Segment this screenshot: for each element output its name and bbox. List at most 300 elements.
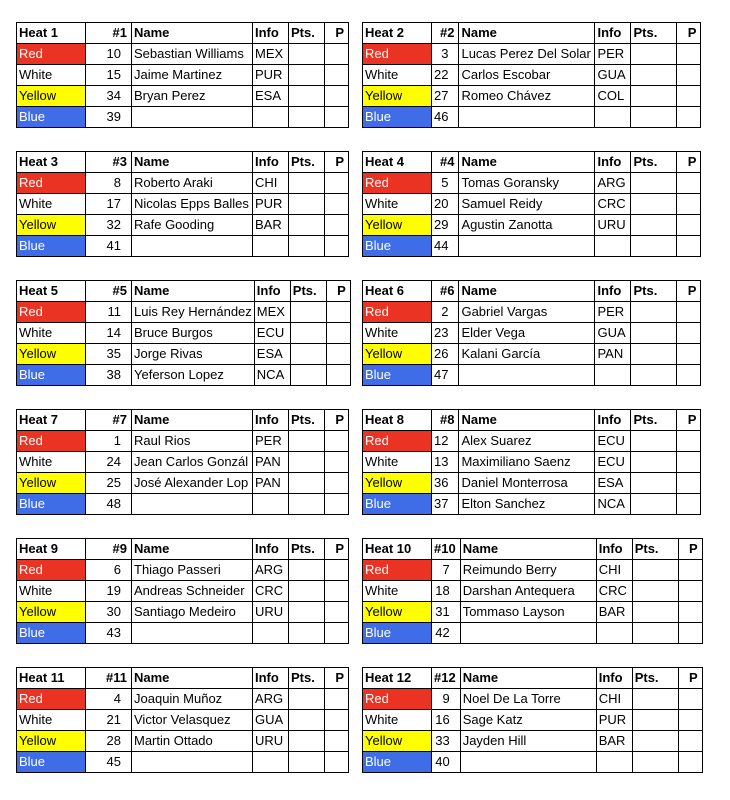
lane-color: Yellow — [17, 602, 86, 623]
athlete-name: Yeferson Lopez — [132, 365, 255, 386]
athlete-name — [132, 107, 253, 128]
points-cell — [290, 344, 326, 365]
pts-header: Pts. — [289, 23, 325, 44]
country-code: BAR — [253, 215, 289, 236]
points-cell — [631, 86, 677, 107]
bib-number: 23 — [432, 323, 459, 344]
heat-row — [363, 344, 701, 365]
bib-number: 40 — [432, 752, 461, 773]
place-cell — [325, 452, 349, 473]
place-cell — [678, 560, 702, 581]
country-code: CHI — [596, 560, 632, 581]
bib-number: 14 — [86, 323, 132, 344]
info-header: Info — [595, 23, 631, 44]
place-cell — [326, 344, 350, 365]
athlete-name: Andreas Schneider — [132, 581, 253, 602]
heat-number: #4 — [432, 152, 459, 173]
lane-color: White — [17, 710, 86, 731]
place-cell — [678, 623, 702, 644]
place-cell — [325, 236, 349, 257]
lane-color: Yellow — [363, 731, 432, 752]
heat-row — [17, 560, 349, 581]
bib-number: 18 — [432, 581, 461, 602]
heat-row — [363, 215, 701, 236]
lane-color: Blue — [17, 107, 86, 128]
athlete-name: Darshan Antequera — [460, 581, 596, 602]
athlete-name: José Alexander Lop — [132, 473, 253, 494]
info-header: Info — [596, 539, 632, 560]
pts-header: Pts. — [632, 668, 678, 689]
points-cell — [632, 752, 678, 773]
bib-number: 36 — [432, 473, 459, 494]
pts-header: Pts. — [631, 152, 677, 173]
points-cell — [289, 173, 325, 194]
lane-color: Yellow — [363, 344, 432, 365]
lane-color: Blue — [17, 623, 86, 644]
heat-number: #1 — [86, 23, 132, 44]
country-code: PAN — [253, 473, 289, 494]
bib-number: 19 — [86, 581, 132, 602]
points-cell — [290, 302, 326, 323]
place-cell — [325, 65, 349, 86]
heat-table — [16, 280, 351, 386]
lane-color: Yellow — [363, 86, 432, 107]
athlete-name: Elder Vega — [459, 323, 595, 344]
points-cell — [289, 236, 325, 257]
heat-number: #2 — [432, 23, 459, 44]
heat-table — [16, 538, 349, 644]
bib-number: 21 — [86, 710, 132, 731]
lane-color: Red — [363, 44, 432, 65]
heat-row — [17, 494, 349, 515]
country-code: ECU — [254, 323, 290, 344]
bib-number: 27 — [432, 86, 459, 107]
athlete-name: Bryan Perez — [132, 86, 253, 107]
country-code: NCA — [595, 494, 631, 515]
athlete-name: Jean Carlos Gonzál — [132, 452, 253, 473]
heat-row — [17, 602, 349, 623]
country-code: ARG — [595, 173, 631, 194]
pts-header: Pts. — [290, 281, 326, 302]
heat-row — [363, 302, 701, 323]
place-cell — [325, 44, 349, 65]
points-cell — [289, 65, 325, 86]
lane-color: Red — [17, 44, 86, 65]
heat-row — [17, 194, 349, 215]
place-cell — [677, 65, 701, 86]
lane-color: Yellow — [363, 215, 432, 236]
bib-number: 2 — [432, 302, 459, 323]
pts-header: Pts. — [289, 152, 325, 173]
bib-number: 4 — [86, 689, 132, 710]
bib-number: 7 — [432, 560, 461, 581]
bib-number: 20 — [432, 194, 459, 215]
heat-title: Heat 2 — [363, 23, 432, 44]
bib-number: 9 — [432, 689, 461, 710]
name-header: Name — [132, 410, 253, 431]
heat-row — [17, 752, 349, 773]
heat-number: #3 — [86, 152, 132, 173]
heat-title: Heat 5 — [17, 281, 86, 302]
place-cell — [677, 452, 701, 473]
heat-row — [17, 710, 349, 731]
heat-table — [362, 22, 701, 128]
athlete-name: Joaquin Muñoz — [132, 689, 253, 710]
heat-row — [363, 689, 703, 710]
points-cell — [289, 431, 325, 452]
country-code — [596, 752, 632, 773]
points-cell — [632, 623, 678, 644]
place-cell — [677, 236, 701, 257]
lane-color: White — [17, 194, 86, 215]
country-code: CRC — [596, 581, 632, 602]
heat-header-row — [17, 281, 351, 302]
lane-color: Red — [17, 689, 86, 710]
place-cell — [677, 86, 701, 107]
pts-header: Pts. — [631, 410, 677, 431]
points-cell — [632, 581, 678, 602]
pts-header: Pts. — [289, 410, 325, 431]
lane-color: White — [17, 452, 86, 473]
heat-row — [17, 344, 351, 365]
info-header: Info — [253, 668, 289, 689]
p-header: P — [325, 668, 349, 689]
points-cell — [632, 602, 678, 623]
info-header: Info — [596, 668, 632, 689]
heat-row — [17, 731, 349, 752]
athlete-name: Maximiliano Saenz — [459, 452, 595, 473]
country-code: PUR — [253, 65, 289, 86]
name-header: Name — [459, 281, 595, 302]
lane-color: White — [363, 452, 432, 473]
place-cell — [325, 689, 349, 710]
country-code — [596, 623, 632, 644]
points-cell — [631, 365, 677, 386]
bib-number: 8 — [86, 173, 132, 194]
lane-color: Blue — [363, 236, 432, 257]
athlete-name — [459, 107, 595, 128]
place-cell — [677, 215, 701, 236]
country-code: PER — [595, 302, 631, 323]
heat-number: #9 — [86, 539, 132, 560]
p-header: P — [678, 668, 702, 689]
heat-number: #8 — [432, 410, 459, 431]
points-cell — [631, 215, 677, 236]
heat-table — [16, 667, 349, 773]
place-cell — [325, 194, 349, 215]
points-cell — [289, 452, 325, 473]
athlete-name: Noel De La Torre — [460, 689, 596, 710]
heat-row — [363, 731, 703, 752]
points-cell — [631, 65, 677, 86]
country-code — [253, 752, 289, 773]
points-cell — [632, 560, 678, 581]
heat-number: #7 — [86, 410, 132, 431]
heat-row — [17, 44, 349, 65]
p-header: P — [677, 152, 701, 173]
heat-row — [17, 689, 349, 710]
heat-row — [363, 173, 701, 194]
place-cell — [325, 173, 349, 194]
place-cell — [677, 194, 701, 215]
bib-number: 22 — [432, 65, 459, 86]
heat-row — [17, 431, 349, 452]
place-cell — [678, 710, 702, 731]
heat-header-row — [17, 410, 349, 431]
country-code: ECU — [595, 431, 631, 452]
athlete-name — [132, 752, 253, 773]
bib-number: 24 — [86, 452, 132, 473]
points-cell — [631, 107, 677, 128]
heat-header-row — [363, 410, 701, 431]
place-cell — [325, 560, 349, 581]
p-header: P — [325, 410, 349, 431]
athlete-name: Jaime Martinez — [132, 65, 253, 86]
name-header: Name — [132, 281, 255, 302]
lane-color: Blue — [17, 752, 86, 773]
country-code: ESA — [595, 473, 631, 494]
lane-color: Red — [363, 302, 432, 323]
heat-row — [363, 452, 701, 473]
athlete-name: Rafe Gooding — [132, 215, 253, 236]
place-cell — [677, 473, 701, 494]
bib-number: 28 — [86, 731, 132, 752]
pts-header: Pts. — [289, 668, 325, 689]
country-code: ESA — [253, 86, 289, 107]
place-cell — [325, 107, 349, 128]
bib-number: 5 — [432, 173, 459, 194]
lane-color: White — [363, 581, 432, 602]
athlete-name: Martin Ottado — [132, 731, 253, 752]
country-code: CHI — [253, 173, 289, 194]
athlete-name: Luis Rey Hernández — [132, 302, 255, 323]
lane-color: Red — [17, 431, 86, 452]
heat-row — [363, 365, 701, 386]
points-cell — [289, 560, 325, 581]
points-cell — [631, 302, 677, 323]
lane-color: Blue — [363, 365, 432, 386]
heat-row — [363, 65, 701, 86]
points-cell — [631, 236, 677, 257]
points-cell — [289, 581, 325, 602]
lane-color: White — [363, 710, 432, 731]
athlete-name: Elton Sanchez — [459, 494, 595, 515]
athlete-name: Victor Velasquez — [132, 710, 253, 731]
bib-number: 48 — [86, 494, 132, 515]
heat-row — [17, 452, 349, 473]
bib-number: 30 — [86, 602, 132, 623]
points-cell — [289, 86, 325, 107]
bib-number: 45 — [86, 752, 132, 773]
heat-row — [363, 581, 703, 602]
p-header: P — [677, 281, 701, 302]
lane-color: Red — [363, 560, 432, 581]
country-code: PER — [595, 44, 631, 65]
heat-row — [17, 236, 349, 257]
heat-row — [363, 560, 703, 581]
country-code: ECU — [595, 452, 631, 473]
country-code — [253, 494, 289, 515]
points-cell — [631, 173, 677, 194]
country-code: PUR — [596, 710, 632, 731]
place-cell — [677, 344, 701, 365]
points-cell — [289, 107, 325, 128]
place-cell — [677, 494, 701, 515]
athlete-name: Nicolas Epps Balles — [132, 194, 253, 215]
country-code: GUA — [253, 710, 289, 731]
points-cell — [631, 431, 677, 452]
heat-title: Heat 11 — [17, 668, 86, 689]
place-cell — [325, 431, 349, 452]
heat-table — [362, 409, 701, 515]
points-cell — [289, 494, 325, 515]
country-code: CRC — [253, 581, 289, 602]
place-cell — [325, 602, 349, 623]
bib-number: 31 — [432, 602, 461, 623]
athlete-name: Carlos Escobar — [459, 65, 595, 86]
heat-row — [363, 494, 701, 515]
athlete-name — [132, 623, 253, 644]
athlete-name: Raul Rios — [132, 431, 253, 452]
heat-row — [363, 710, 703, 731]
heat-title: Heat 1 — [17, 23, 86, 44]
country-code: PAN — [253, 452, 289, 473]
p-header: P — [325, 539, 349, 560]
country-code: ARG — [253, 689, 289, 710]
p-header: P — [677, 410, 701, 431]
points-cell — [631, 44, 677, 65]
heat-row — [363, 602, 703, 623]
athlete-name — [459, 365, 595, 386]
bib-number: 34 — [86, 86, 132, 107]
heat-number: #10 — [432, 539, 461, 560]
place-cell — [325, 731, 349, 752]
pts-header: Pts. — [289, 539, 325, 560]
athlete-name — [132, 494, 253, 515]
name-header: Name — [132, 668, 253, 689]
lane-color: Yellow — [17, 86, 86, 107]
heat-row — [17, 323, 351, 344]
place-cell — [325, 581, 349, 602]
heat-title: Heat 3 — [17, 152, 86, 173]
name-header: Name — [460, 539, 596, 560]
place-cell — [677, 107, 701, 128]
points-cell — [632, 731, 678, 752]
lane-color: Blue — [363, 107, 432, 128]
country-code — [253, 107, 289, 128]
heat-header-row — [363, 152, 701, 173]
heat-number: #6 — [432, 281, 459, 302]
country-code: URU — [595, 215, 631, 236]
country-code: CRC — [595, 194, 631, 215]
country-code: GUA — [595, 65, 631, 86]
points-cell — [289, 602, 325, 623]
athlete-name: Roberto Araki — [132, 173, 253, 194]
athlete-name: Reimundo Berry — [460, 560, 596, 581]
bib-number: 11 — [86, 302, 132, 323]
heat-row — [17, 365, 351, 386]
lane-color: Blue — [17, 236, 86, 257]
lane-color: Blue — [363, 623, 432, 644]
heat-title: Heat 9 — [17, 539, 86, 560]
bib-number: 39 — [86, 107, 132, 128]
heat-table — [16, 151, 349, 257]
heat-title: Heat 8 — [363, 410, 432, 431]
athlete-name: Thiago Passeri — [132, 560, 253, 581]
info-header: Info — [253, 152, 289, 173]
bib-number: 12 — [432, 431, 459, 452]
bib-number: 15 — [86, 65, 132, 86]
heat-row — [363, 44, 701, 65]
points-cell — [631, 494, 677, 515]
info-header: Info — [595, 152, 631, 173]
heat-row — [17, 65, 349, 86]
heat-title: Heat 6 — [363, 281, 432, 302]
pts-header: Pts. — [631, 23, 677, 44]
place-cell — [325, 752, 349, 773]
athlete-name: Alex Suarez — [459, 431, 595, 452]
bib-number: 46 — [432, 107, 459, 128]
country-code: PUR — [253, 194, 289, 215]
place-cell — [326, 365, 350, 386]
athlete-name: Tomas Goransky — [459, 173, 595, 194]
place-cell — [677, 323, 701, 344]
heat-row — [17, 215, 349, 236]
country-code: BAR — [596, 731, 632, 752]
heat-header-row — [363, 23, 701, 44]
lane-color: Blue — [363, 494, 432, 515]
place-cell — [677, 302, 701, 323]
heat-header-row — [363, 539, 703, 560]
lane-color: White — [17, 323, 86, 344]
place-cell — [677, 365, 701, 386]
points-cell — [631, 194, 677, 215]
place-cell — [326, 323, 350, 344]
name-header: Name — [132, 23, 253, 44]
country-code: MEX — [253, 44, 289, 65]
lane-color: Red — [17, 173, 86, 194]
place-cell — [677, 44, 701, 65]
lane-color: White — [17, 65, 86, 86]
heat-row — [17, 173, 349, 194]
place-cell — [326, 302, 350, 323]
heat-title: Heat 12 — [363, 668, 432, 689]
heat-header-row — [363, 668, 703, 689]
bib-number: 47 — [432, 365, 459, 386]
place-cell — [325, 473, 349, 494]
name-header: Name — [460, 668, 596, 689]
info-header: Info — [595, 410, 631, 431]
p-header: P — [325, 152, 349, 173]
points-cell — [289, 44, 325, 65]
heat-row — [363, 86, 701, 107]
points-cell — [631, 473, 677, 494]
place-cell — [677, 173, 701, 194]
name-header: Name — [132, 152, 253, 173]
place-cell — [678, 689, 702, 710]
bib-number: 41 — [86, 236, 132, 257]
info-header: Info — [253, 23, 289, 44]
athlete-name — [460, 752, 596, 773]
athlete-name: Jayden Hill — [460, 731, 596, 752]
heat-row — [363, 752, 703, 773]
athlete-name — [460, 623, 596, 644]
heat-number: #12 — [432, 668, 461, 689]
lane-color: White — [363, 65, 432, 86]
place-cell — [325, 623, 349, 644]
heat-row — [17, 623, 349, 644]
heat-row — [363, 431, 701, 452]
